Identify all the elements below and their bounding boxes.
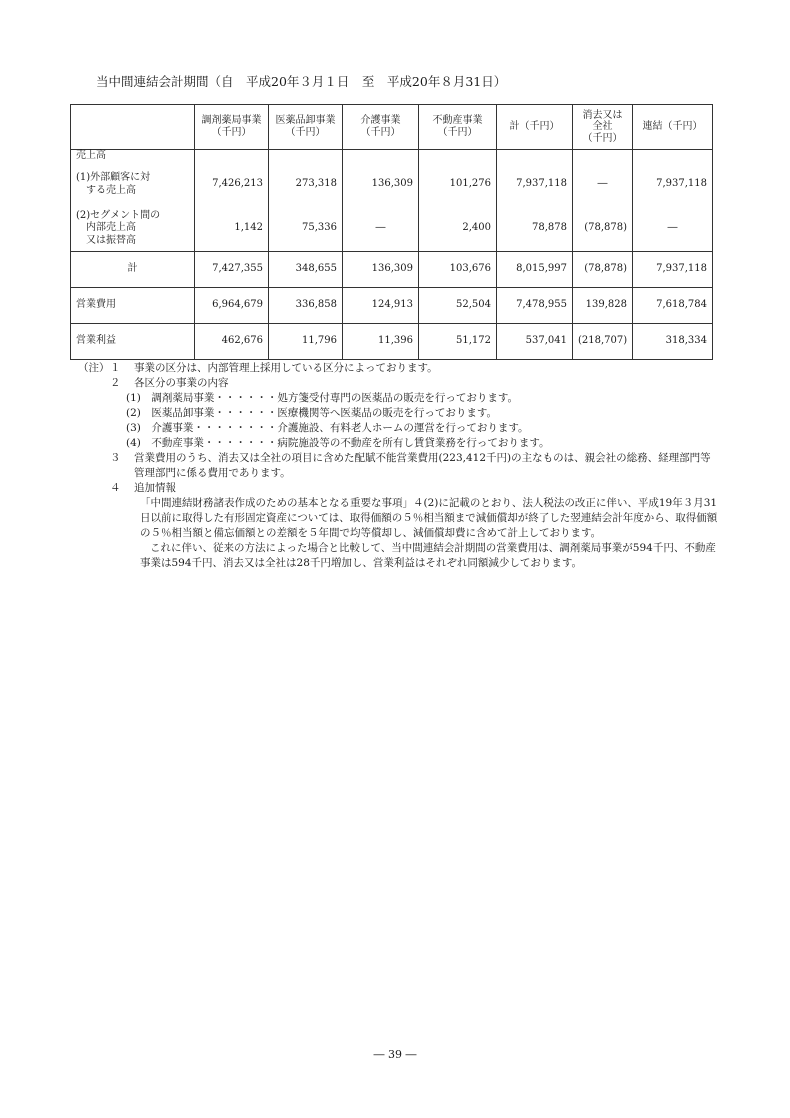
table-cell: 11,396: [343, 324, 419, 360]
note-2-item: (3) 介護事業・・・・・・・・介護施設、有料老人ホームの運営を行っております。: [126, 422, 529, 434]
note-4-paragraph: 「中間連結財務諸表作成のための基本となる重要な事項」４(2)に記載のとおり、法人税法の改正に伴い、平成19年３月31日以前に取得した有形固定資産については、取得価額の５％相当額まで減価償却が終了した翌連結会計年度から、取得価額の５％相当額と備忘価額との差額を５年間で均等償却し、減価償却費に含めて計上しております。: [140, 497, 718, 539]
notes-prefix: （注）: [78, 362, 110, 374]
note-text: 追加情報: [134, 482, 176, 494]
note-2-item: (4) 不動産事業・・・・・・・病院施設等の不動産を所有し賃貸業務を行っております。: [126, 437, 550, 449]
table-cell: ―: [343, 206, 419, 252]
table-cell: 7,478,955: [497, 288, 573, 324]
table-cell: 136,309: [343, 252, 419, 288]
table-cell: 7,937,118: [633, 252, 713, 288]
table-cell: (218,707): [573, 324, 633, 360]
note-2-item: (2) 医薬品卸事業・・・・・・医療機関等へ医薬品の販売を行っております。: [126, 407, 498, 419]
notes-section: [78, 361, 718, 571]
table-cell: ―: [573, 164, 633, 206]
table-cell: 139,828: [573, 288, 633, 324]
table-cell: 51,172: [419, 324, 497, 360]
note-number: １: [110, 362, 121, 374]
note-text: 各区分の事業の内容: [134, 377, 229, 389]
table-cell: 462,676: [195, 324, 269, 360]
table-header-row: [71, 105, 713, 150]
note-4: [78, 481, 718, 496]
note-2-item: (1) 調剤薬局事業・・・・・・処方箋受付専門の医薬品の販売を行っております。: [126, 392, 519, 404]
header-cell: 連結（千円）: [633, 105, 713, 150]
segment-table: [70, 104, 713, 360]
table-cell: (78,878): [573, 252, 633, 288]
table-row: [71, 324, 713, 360]
table-row: [71, 164, 713, 206]
row-label: 売上高: [71, 150, 195, 164]
table-cell: 78,878: [497, 206, 573, 252]
table-row: [71, 206, 713, 252]
row-label: 計: [71, 252, 195, 288]
table-cell: 7,937,118: [633, 164, 713, 206]
header-cell: 消去又は 全社 （千円）: [573, 105, 633, 150]
header-cell-label: [71, 105, 195, 150]
note-number: ２: [110, 377, 121, 389]
table-cell: 273,318: [269, 164, 343, 206]
row-label: (2)セグメント間の 内部売上高 又は振替高: [71, 206, 195, 252]
table-cell: 75,336: [269, 206, 343, 252]
note-2: [78, 376, 718, 391]
table-cell: 537,041: [497, 324, 573, 360]
period-title: 当中間連結会計期間（自 平成20年３月１日 至 平成20年８月31日）: [96, 74, 507, 89]
table-cell: 2,400: [419, 206, 497, 252]
table-cell: (78,878): [573, 206, 633, 252]
row-label: 営業利益: [71, 324, 195, 360]
table-row: [71, 288, 713, 324]
table-cell: 1,142: [195, 206, 269, 252]
table-cell: 348,655: [269, 252, 343, 288]
header-cell: 不動産事業 （千円）: [419, 105, 497, 150]
table-cell: 7,426,213: [195, 164, 269, 206]
table-cell: ―: [633, 206, 713, 252]
header-cell: 計（千円）: [497, 105, 573, 150]
header-cell: 調剤薬局事業 （千円）: [195, 105, 269, 150]
row-label: (1)外部顧客に対 する売上高: [71, 164, 195, 206]
table-cell: 6,964,679: [195, 288, 269, 324]
header-cell: 医薬品卸事業 （千円）: [269, 105, 343, 150]
note-1: [78, 361, 718, 376]
note-3: [78, 451, 718, 481]
table-row: [71, 150, 713, 164]
table-cell: 7,618,784: [633, 288, 713, 324]
note-text: 事業の区分は、内部管理上採用している区分によっております。: [134, 362, 438, 374]
page-number: ― 39 ―: [373, 1048, 417, 1061]
table-cell: 318,334: [633, 324, 713, 360]
note-number: ３: [110, 452, 121, 464]
note-number: ４: [110, 482, 121, 494]
note-4-paragraph: これに伴い、従来の方法によった場合と比較して、当中間連結会計期間の営業費用は、調剤薬局事業が594千円、不動産事業は594千円、消去又は全社は28千円増加し、営業利益はそれぞれ同額減少しております。: [140, 542, 716, 569]
table-cell: 11,796: [269, 324, 343, 360]
table-cell: 7,427,355: [195, 252, 269, 288]
note-text: 営業費用のうち、消去又は全社の項目に含めた配賦不能営業費用(223,412千円)の主なものは、親会社の総務、経理部門等管理部門に係る費用であります。: [134, 452, 711, 479]
table-cell: 52,504: [419, 288, 497, 324]
table-cell: 336,858: [269, 288, 343, 324]
table-cell: 136,309: [343, 164, 419, 206]
header-cell: 介護事業 （千円）: [343, 105, 419, 150]
table-cell: 124,913: [343, 288, 419, 324]
row-label: 営業費用: [71, 288, 195, 324]
table-cell: 103,676: [419, 252, 497, 288]
table-cell: 8,015,997: [497, 252, 573, 288]
table-row: [71, 252, 713, 288]
table-cell: 101,276: [419, 164, 497, 206]
table-cell: 7,937,118: [497, 164, 573, 206]
